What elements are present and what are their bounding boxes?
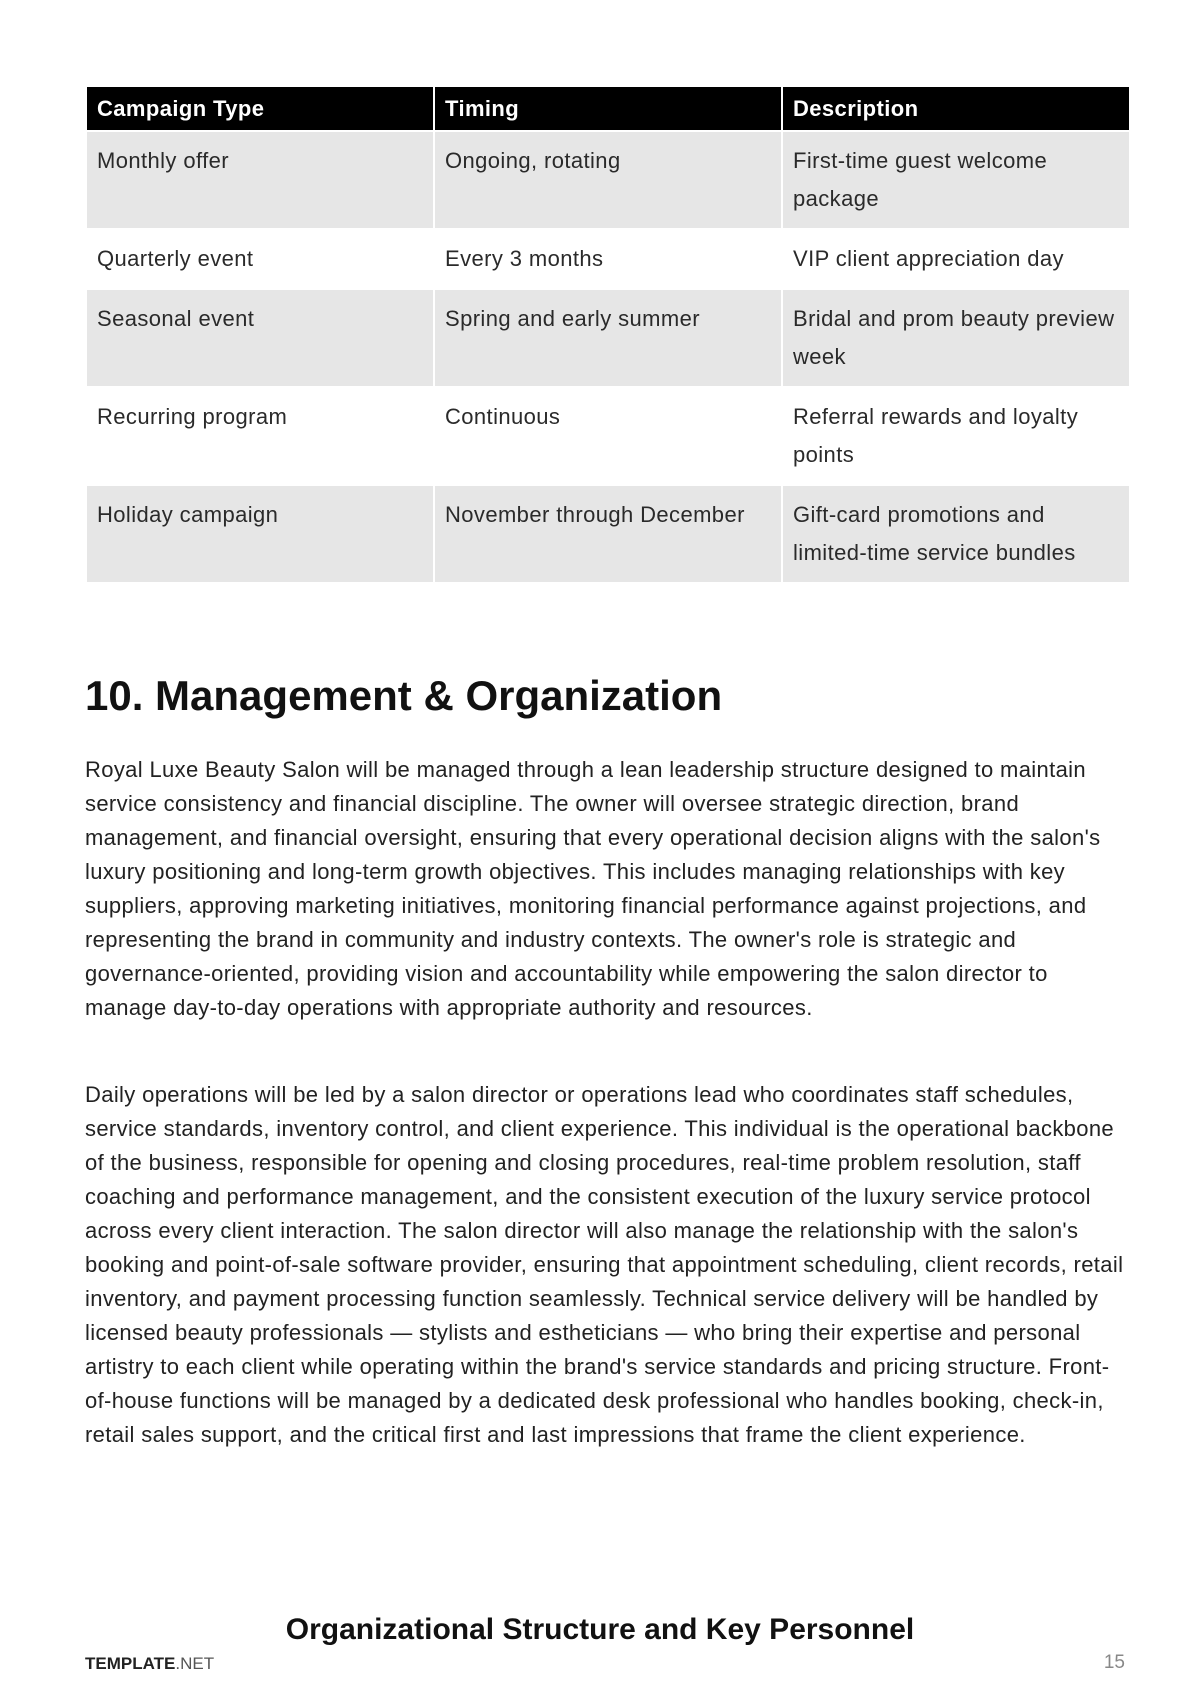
table-cell: Spring and early summer xyxy=(435,290,781,386)
page-number: 15 xyxy=(1103,1652,1125,1673)
table-row xyxy=(87,132,1129,228)
table-header-row xyxy=(87,87,1129,130)
table-header-cell: Description xyxy=(783,87,1129,130)
table-cell: Gift-card promotions and limited-time service bundles xyxy=(783,486,1129,582)
table-header-cell: Campaign Type xyxy=(87,87,433,130)
table-cell: Seasonal event xyxy=(87,290,433,386)
body-paragraph: Royal Luxe Beauty Salon will be managed through a lean leadership structure designed to maintain service consistency and financial discipline. The owner will oversee strategic direction, brand management, and financial oversight, ensuring that every operational decision aligns with the salon's luxury positioning and long-term growth objectives. This includes managing relationships with key suppliers, approving marketing initiatives, monitoring financial performance against projections, and representing the brand in community and industry contexts. The owner's role is strategic and governance-oriented, providing vision and accountability while empowering the salon director to manage day-to-day operations with appropriate authority and resources. xyxy=(85,757,1101,1020)
body-paragraph: Daily operations will be led by a salon director or operations lead who coordinates staff schedules, service standards, inventory control, and client experience. This individual is the operational backbone of the business, responsible for opening and closing procedures, real-time problem resolution, staff coaching and performance management, and the consistent execution of the luxury service protocol across every client interaction. The salon director will also manage the relationship with the salon's booking and point-of-sale software provider, ensuring that appointment scheduling, client records, retail inventory, and payment processing function seamlessly. Technical service delivery will be handled by licensed beauty professionals — stylists and estheticians — who bring their expertise and personal artistry to each client while operating within the brand's service standards and pricing structure. Front-of-house functions will be managed by a dedicated desk professional who handles booking, check-in, retail sales support, and the critical first and last impressions that frame the client experience. xyxy=(85,1082,1124,1447)
footer-brand-logo xyxy=(85,1654,214,1674)
table-cell: Monthly offer xyxy=(87,132,433,228)
brand-name-bold: TEMPLATE xyxy=(85,1654,176,1673)
table-row xyxy=(87,486,1129,582)
table-cell: Referral rewards and loyalty points xyxy=(783,388,1129,484)
table-cell: Ongoing, rotating xyxy=(435,132,781,228)
table-cell: Quarterly event xyxy=(87,230,433,288)
table-cell: Every 3 months xyxy=(435,230,781,288)
table-row xyxy=(87,230,1129,288)
table-cell: Bridal and prom beauty preview week xyxy=(783,290,1129,386)
table-row xyxy=(87,388,1129,484)
table-cell: Recurring program xyxy=(87,388,433,484)
table-row xyxy=(87,290,1129,386)
section-title: 10. Management & Organization xyxy=(85,672,723,719)
subsection-heading: Organizational Structure and Key Personnel xyxy=(285,1613,915,1646)
campaign-table xyxy=(85,85,1131,584)
table-header-cell: Timing xyxy=(435,87,781,130)
table-cell: VIP client appreciation day xyxy=(783,230,1129,288)
table-cell: Continuous xyxy=(435,388,781,484)
brand-name-suffix: .NET xyxy=(175,1654,215,1673)
table-cell: November through December xyxy=(435,486,781,582)
table-cell: Holiday campaign xyxy=(87,486,433,582)
table-cell: First-time guest welcome package xyxy=(783,132,1129,228)
